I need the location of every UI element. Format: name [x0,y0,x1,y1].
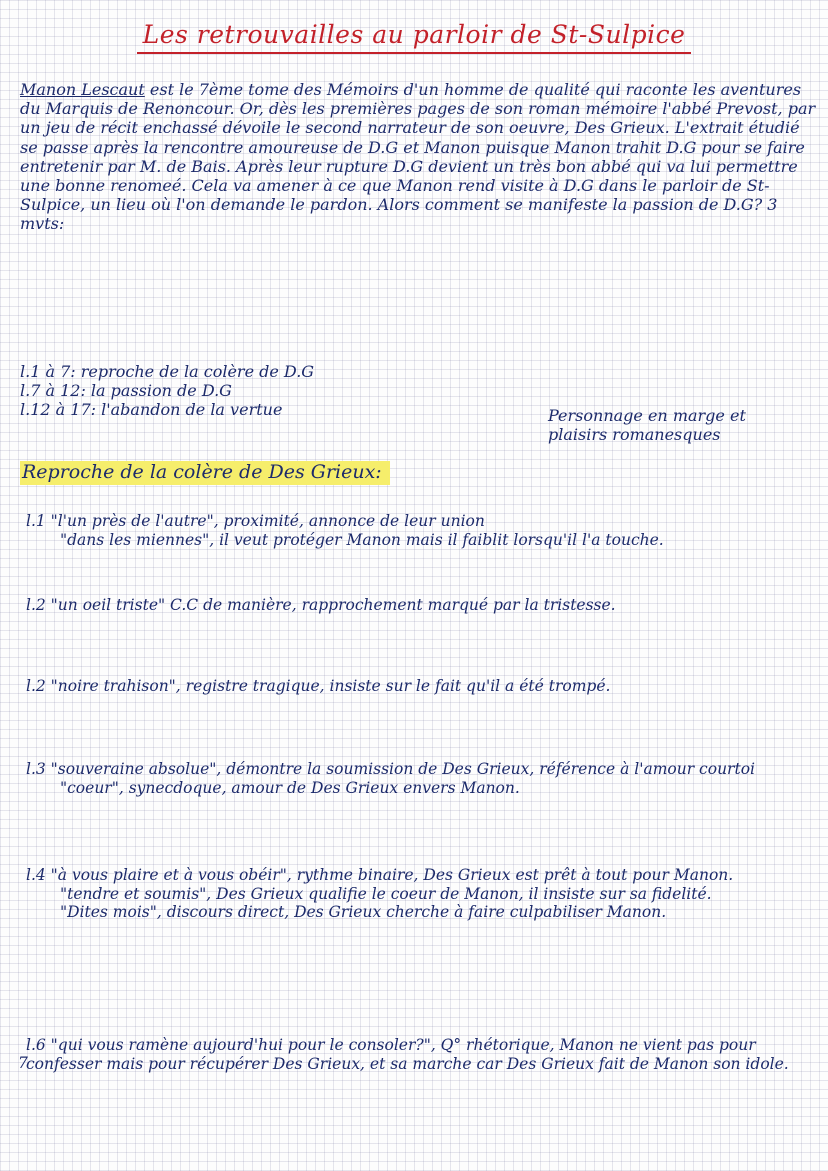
movement-item: l.7 à 12: la passion de D.G [20,381,232,400]
note-item [26,677,816,696]
note-text: l.3 "souveraine absolue", démontre la soumission de Des Grieux, référence à l'amour courtoi [26,760,755,778]
book-title: Manon Lescaut [20,80,145,99]
note-text: "dans les miennes", il veut protéger Manon mais il faiblit lorsqu'il l'a touche. [60,530,664,549]
note-text: l.4 "à vous plaire et à vous obéir", rythme binaire, Des Grieux est prêt à tout pour Manon. [26,866,734,884]
intro-body: est le 7ème tome des Mémoirs d'un homme de qualité qui raconte les aventures du Marquis de Renoncour. Or, dès les premières pages de son roman mémoire l'abbé Prevost, par un jeu de récit enchassé dévoile le second narrateur de son oeuvre, Des Grieux. L'extrait étudié se passe après la rencontre amoureuse de D.G et Manon puisque Manon trahit D.G pour se faire entretenir par M. de Bais. Après leur rupture D.G devient un très bon abbé qui va lui permettre une bonne renomeé. Cela va amener à ce que Manon rend visite à D.G dans le parloir de St-Sulpice, un lieu où l'on demande le pardon. Alors comment se manifeste la passion de D.G? 3 mvts: [20,80,816,234]
note-text: "tendre et soumis", Des Grieux qualifie le coeur de Manon, il insiste sur sa fidelité. [60,884,712,903]
note-text: "coeur", synecdoque, amour de Des Grieux envers Manon. [60,778,520,797]
movement-item: l.12 à 17: l'abandon de la vertue [20,400,283,419]
movement-item: l.1 à 7: reproche de la colère de D.G [20,362,315,381]
intro-paragraph [20,80,820,234]
note-text: l.1 "l'un près de l'autre", proximité, annonce de leur union [26,512,485,530]
page-title-text: Les retrouvailles au parloir de St-Sulpice [137,20,692,54]
note-item [26,760,816,797]
note-text: "Dites mois", discours direct, Des Grieux cherche à faire culpabiliser Manon. [60,903,667,922]
movements-list [20,362,540,419]
intro-text [20,80,820,234]
note-text: l.2 "un oeil triste" C.C de manière, rapprochement marqué par la tristesse. [26,596,616,614]
note-item [18,1036,816,1073]
page-title [0,20,828,49]
section-heading: Reproche de la colère de Des Grieux: [20,461,390,485]
note-item [26,512,816,549]
margin-note: Personnage en marge et plaisirs romanesques [548,406,746,444]
note-item [26,596,816,615]
note-text: l.6 "qui vous ramène aujourd'hui pour le consoler?", Q° rhétorique, Manon ne vient pas pour confesser mais pour récupérer Des Grieux, et sa marche car Des Grieux fait de Manon son idole. [26,1036,789,1073]
note-item [26,866,816,922]
line-marker: 7 [18,1054,28,1072]
note-text: l.2 "noire trahison", registre tragique, insiste sur le fait qu'il a été trompé. [26,677,611,695]
